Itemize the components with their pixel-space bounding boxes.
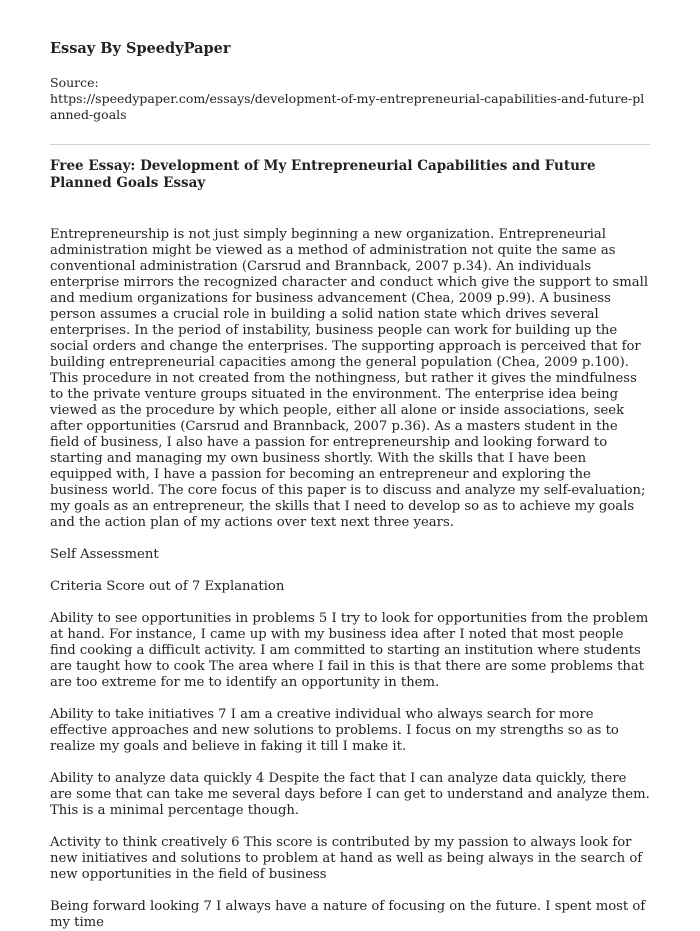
criterion-paragraph: Ability to analyze data quickly 4 Despite the fact that I can analyze data quickly, there are some that can take me several days before I can get to understand and analyze them. This is a minimal percentage though.: [50, 771, 650, 818]
source-url: https://speedypaper.com/essays/development-of-my-entrepreneurial-capabilities-and-future-planned-goals: [50, 91, 645, 122]
divider: [50, 144, 650, 145]
source-block: [50, 75, 650, 123]
criteria-header: Criteria Score out of 7 Explanation: [50, 579, 285, 594]
criterion-paragraph: Being forward looking 7 I always have a nature of focusing on the future. I spent most of my time: [50, 899, 646, 930]
section-heading: Self Assessment: [50, 547, 159, 562]
intro-paragraph: Entrepreneurship is not just simply beginning a new organization. Entrepreneurial administration might be viewed as a method of administration not quite the same as conventional administration (Carsrud and Brannback, 2007 p.34). An individuals enterprise mirrors the recognized character and conduct which give the support to small and medium organizations for business advancement (Chea, 2009 p.99). A business person assumes a crucial role in building a solid nation state which drives several enterprises. In the period of instability, business people can work for building up the social orders and change the enterprises. The supporting approach is perceived that for building entrepreneurial capacities among the general population (Chea, 2009 p.100). This procedure in not created from the nothingness, but rather it gives the mindfulness to the private venture groups situated in the environment. The enterprise idea being viewed as the procedure by which people, either all alone or inside associations, seek after opportunities (Carsrud and Brannback, 2007 p.36). As a masters student in the field of business, I also have a passion for entrepreneurship and looking forward to starting and managing my own business shortly. With the skills that I have been equipped with, I have a passion for becoming an entrepreneur and exploring the business world. The core focus of this paper is to discuss and analyze my self-evaluation; my goals as an entrepreneur, the skills that I need to develop so as to achieve my goals and the action plan of my actions over text next three years.: [50, 227, 649, 530]
criterion-paragraph: Ability to see opportunities in problems 5 I try to look for opportunities from the problem at hand. For instance, I came up with my business idea after I noted that most people find cooking a difficult activity. I am committed to starting an institution where students are taught how to cook The area where I fail in this is that there are some problems that are too extreme for me to identify an opportunity in them.: [50, 611, 649, 690]
essay-title: Free Essay: Development of My Entrepreneurial Capabilities and Future Planned Goals Essay: [50, 158, 596, 191]
brand-title: Essay By SpeedyPaper: [50, 40, 231, 57]
criterion-paragraph: Activity to think creatively 6 This score is contributed by my passion to always look for new initiatives and solutions to problem at hand as well as being always in the search of new opportunities in the field of business: [50, 835, 643, 882]
source-label: Source:: [50, 75, 99, 90]
criterion-paragraph: Ability to take initiatives 7 I am a creative individual who always search for more effective approaches and new solutions to problems. I focus on my strengths so as to realize my goals and believe in faking it till I make it.: [50, 707, 619, 754]
